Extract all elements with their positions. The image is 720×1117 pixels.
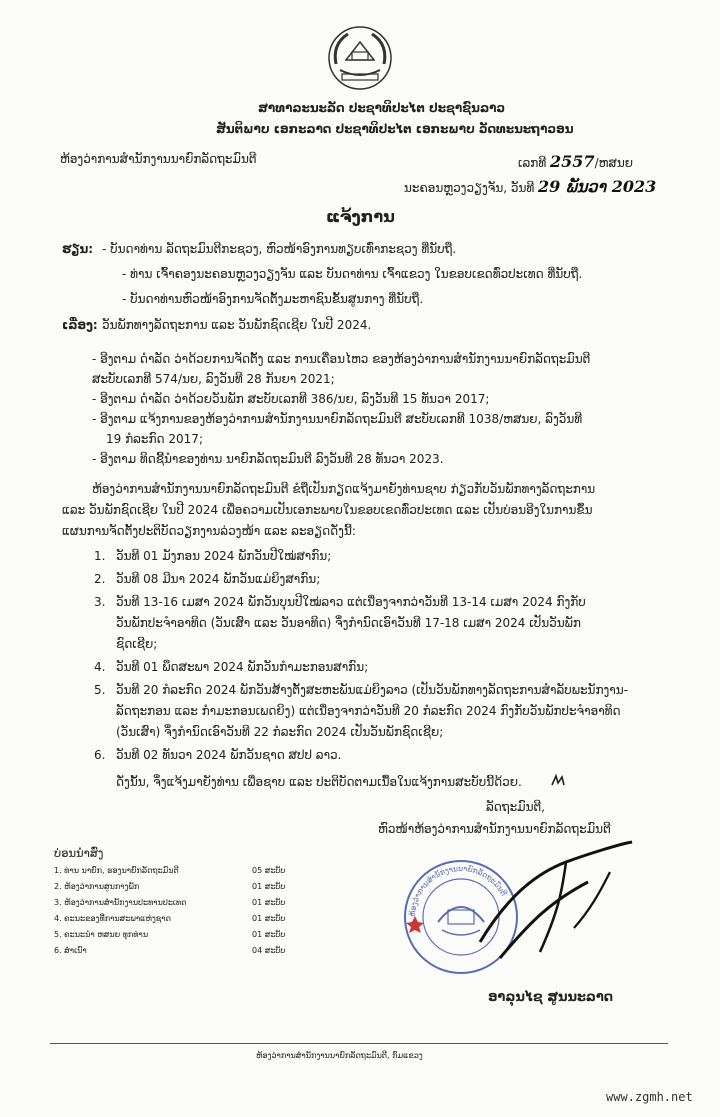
country-line-1: ສາທາລະນະລັດ ປະຊາທິປະໄຕ ປະຊາຊົນລາວ: [258, 101, 506, 115]
signatory-title-1: ລັດຖະມົນຕີ,: [486, 800, 545, 814]
reference-line: - ອີງຕາມ ດຳລັດ ວ່າດ້ວຍວັນພັກ ສະບັບເລກທີ 386/ນຍ, ລົງວັນທີ 15 ທັນວາ 2017;: [92, 392, 490, 406]
reference-line: 19 ກໍລະກົດ 2017;: [106, 432, 203, 446]
distribution-item-name: 3. ຫ້ອງວ່າການສຳນັກງານປະທານປະເທດ: [54, 898, 187, 907]
signatory-title-2: ຫົວໜ້າຫ້ອງວ່າການສຳນັກງານນາຍົກລັດຖະມົນຕີ: [378, 822, 611, 836]
holiday-number: 4.: [94, 660, 106, 674]
recipient-item: - ທ່ານ ເຈົ້າຄອງນະຄອນຫຼວງວຽງຈັນ ແລະ ບັນດາທ່ານ ເຈົ້າແຂວງ ໃນຂອບເຂດທົ່ວປະເທດ ທີ່ນັບຖື.: [122, 267, 583, 281]
holiday-text-cont: (ວັນເສົາ) ຈຶ່ງກຳນົດເອົາວັນທີ 22 ກໍລະກົດ 2024 ເປັນວັນພັກຊົດເຊີຍ;: [116, 725, 444, 739]
distribution-title: ບ່ອນນຳສົ່ງ: [54, 846, 104, 860]
footer-divider: [50, 1043, 668, 1044]
signatory-name: ອາລຸນໄຊ ສູນນະລາດ: [488, 990, 614, 1005]
place-date: [404, 177, 656, 196]
doc-number: [518, 152, 633, 171]
reference-line: - ອີງຕາມ ແຈ້ງການຂອງຫ້ອງວ່າການສຳນັກງານນາຍົກລັດຖະມົນຕີ ສະບັບເລກທີ 1038/ຫສນຍ, ລົງວັນທີ: [92, 412, 583, 426]
distribution-item-name: 6. ສຳເນົາ: [54, 946, 87, 955]
footer-text: ຫ້ອງວ່າການສຳນັກງານນາຍົກລັດຖະມົນຕີ, ກົມແຂວງ: [256, 1051, 423, 1060]
holiday-number: 2.: [94, 572, 106, 586]
distribution-item-name: 5. ຄະນະນຳ ຫສນຍ ທຸກທ່ານ: [54, 930, 149, 939]
body-line: ແຜນການຈັດຕັ້ງປະຕິບັດວຽກງານລ່ວງໜ້າ ແລະ ລະອຽດດັ່ງນີ້:: [62, 524, 356, 538]
holiday-item: [94, 660, 368, 674]
national-emblem-icon: [326, 24, 394, 92]
country-line-2: ສັນຕິພາບ ເອກະລາດ ປະຊາທິປະໄຕ ເອກະພາບ ວັດທະນະຖາວອນ: [216, 122, 574, 136]
reference-line: - ອີງຕາມ ດຳລັດ ວ່າດ້ວຍການຈັດຕັ້ງ ແລະ ການເຄື່ອນໄຫວ ຂອງຫ້ອງວ່າການສຳນັກງານນາຍົກລັດຖະມົນຕີ: [92, 352, 591, 366]
holiday-text-cont: ລັດຖະກອນ ແລະ ກຳມະກອນເພດຍິງ) ແຕ່ເນື່ອງຈາກວ່າວັນທີ 20 ກໍລະກົດ 2024 ກົງກັບວັນພັກປະຈຳອາທິດ: [116, 704, 621, 718]
doc-number-suffix: /ຫສນຍ: [594, 156, 634, 170]
holiday-item: [94, 549, 331, 563]
recipient-item: - ບັນດາທ່ານ ລັດຖະມົນຕີກະຊວງ, ຫົວໜ້າອົງການທຽບເທົ່າກະຊວງ ທີ່ນັບຖື.: [102, 242, 457, 256]
page-title: ແຈ້ງການ: [326, 207, 395, 226]
holiday-item: [94, 572, 320, 586]
holiday-number: 5.: [94, 683, 106, 697]
holiday-text: ວັນທີ 02 ທັນວາ 2024 ພັກວັນຊາດ ສປປ ລາວ.: [116, 748, 342, 762]
recipient-item: - ບັນດາທ່ານຫົວໜ້າອົງການຈັດຕັ້ງມະຫາຊົນຂັ້ນສູນກາງ ທີ່ນັບຖື.: [122, 292, 424, 306]
subject-text: ວັນພັກທາງລັດຖະການ ແລະ ວັນພັກຊົດເຊີຍ ໃນປີ 2024.: [102, 318, 372, 332]
holiday-text: ວັນທີ 08 ມີນາ 2024 ພັກວັນແມ່ຍິງສາກົນ;: [116, 572, 321, 586]
watermark: www.zgmh.net: [606, 1090, 693, 1104]
distribution-item-count: 04 ສະບັບ: [252, 946, 286, 955]
holiday-text: ວັນທີ 20 ກໍລະກົດ 2024 ພັກວັນສ້າງຕັ້ງສະຫະພັນແມ່ຍິງລາວ (ເປັນວັນພັກທາງລັດຖະການສຳລັບພະນັກງານ-: [116, 683, 628, 697]
distribution-item-count: 01 ສະບັບ: [252, 930, 286, 939]
holiday-number: 6.: [94, 748, 106, 762]
distribution-item-count: 01 ສະບັບ: [252, 882, 286, 891]
initials-mark-icon: [550, 773, 566, 789]
holiday-item: [94, 683, 628, 697]
doc-number-value: 2557: [550, 152, 595, 171]
holiday-text: ວັນທີ 13-16 ເມສາ 2024 ພັກວັນບຸນປີໃໝ່ລາວ ແຕ່ເນື່ອງຈາກວ່າວັນທີ 13-14 ເມສາ 2024 ກົງກັບ: [116, 595, 586, 609]
body-line: ຫ້ອງວ່າການສຳນັກງານນາຍົກລັດຖະມົນຕີ ຂໍຖືເປັນກຽດແຈ້ງມາຍັງທ່ານຊາບ ກ່ຽວກັບວັນພັກທາງລັດຖະການ: [92, 482, 596, 496]
handwritten-signature: [470, 832, 640, 972]
doc-number-label: ເລກທີ: [518, 156, 547, 170]
closing-text: ດັ່ງນັ້ນ, ຈຶ່ງແຈ້ງມາຍັງທ່ານ ເພື່ອຊາບ ແລະ ປະຕິບັດຕາມເນື້ອໃນແຈ້ງການສະບັບນີ້ດ້ວຍ.: [116, 775, 522, 789]
holiday-number: 1.: [94, 549, 106, 563]
place-date-value: 29 ພັນວາ 2023: [538, 177, 657, 196]
holiday-text-cont: ຊົດເຊີຍ;: [116, 637, 158, 651]
distribution-item-count: 05 ສະບັບ: [252, 866, 286, 875]
distribution-item-count: 01 ສະບັບ: [252, 914, 286, 923]
distribution-item-name: 1. ທ່ານ ນາຍົກ, ຮອງນາຍົກລັດຖະມົນຕີ: [54, 866, 179, 875]
reference-line: ສະບັບເລກທີ 574/ນຍ, ລົງວັນທີ 28 ກັນຍາ 2021;: [92, 372, 335, 386]
holiday-text-cont: ວັນພັກປະຈຳອາທິດ (ວັນເສົາ ແລະ ວັນອາທິດ) ຈຶ່ງກຳນົດເອົາວັນທີ 17-18 ເມສາ 2024 ເປັນວັນພັກ: [116, 616, 581, 630]
holiday-number: 3.: [94, 595, 106, 609]
seal-text: ຫ້ອງວ່າການສຳນັກງານນາຍົກລັດຖະມົນຕີ: [407, 863, 509, 918]
holiday-text: ວັນທີ 01 ພຶດສະພາ 2024 ພັກວັນກຳມະກອນສາກົນ;: [116, 660, 369, 674]
office-name: ຫ້ອງວ່າການສຳນັກງານນາຍົກລັດຖະມົນຕີ: [60, 152, 257, 166]
body-line: ແລະ ວັນພັກຊົດເຊີຍ ໃນປີ 2024 ເພື່ອຄວາມເປັນເອກະພາບໃນຂອບເຂດທົ່ວປະເທດ ແລະ ເປັນບ່ອນອີງໃນການຂຶ້ນ: [62, 503, 593, 517]
holiday-text: ວັນທີ 01 ມັງກອນ 2024 ພັກວັນປີໃໝ່ສາກົນ;: [116, 549, 332, 563]
distribution-item-name: 4. ຄະນະຂອງທີ່ການສະພາແຫ່ງຊາດ: [54, 914, 171, 923]
distribution-item-count: 01 ສະບັບ: [252, 898, 286, 907]
subject-label: ເລື່ອງ:: [62, 318, 98, 332]
distribution-item-name: 2. ຫ້ອງວ່າການສູນກາງພັກ: [54, 882, 140, 891]
recipients-label: ຮຽນ:: [62, 242, 94, 256]
place-date-label: ນະຄອນຫຼວງວຽງຈັນ, ວັນທີ: [404, 181, 535, 195]
reference-line: - ອີງຕາມ ທິດຊີ້ນຳຂອງທ່ານ ນາຍົກລັດຖະມົນຕີ ລົງວັນທີ 28 ທັນວາ 2023.: [92, 452, 444, 466]
holiday-item: [94, 595, 586, 609]
holiday-item: [94, 748, 341, 762]
